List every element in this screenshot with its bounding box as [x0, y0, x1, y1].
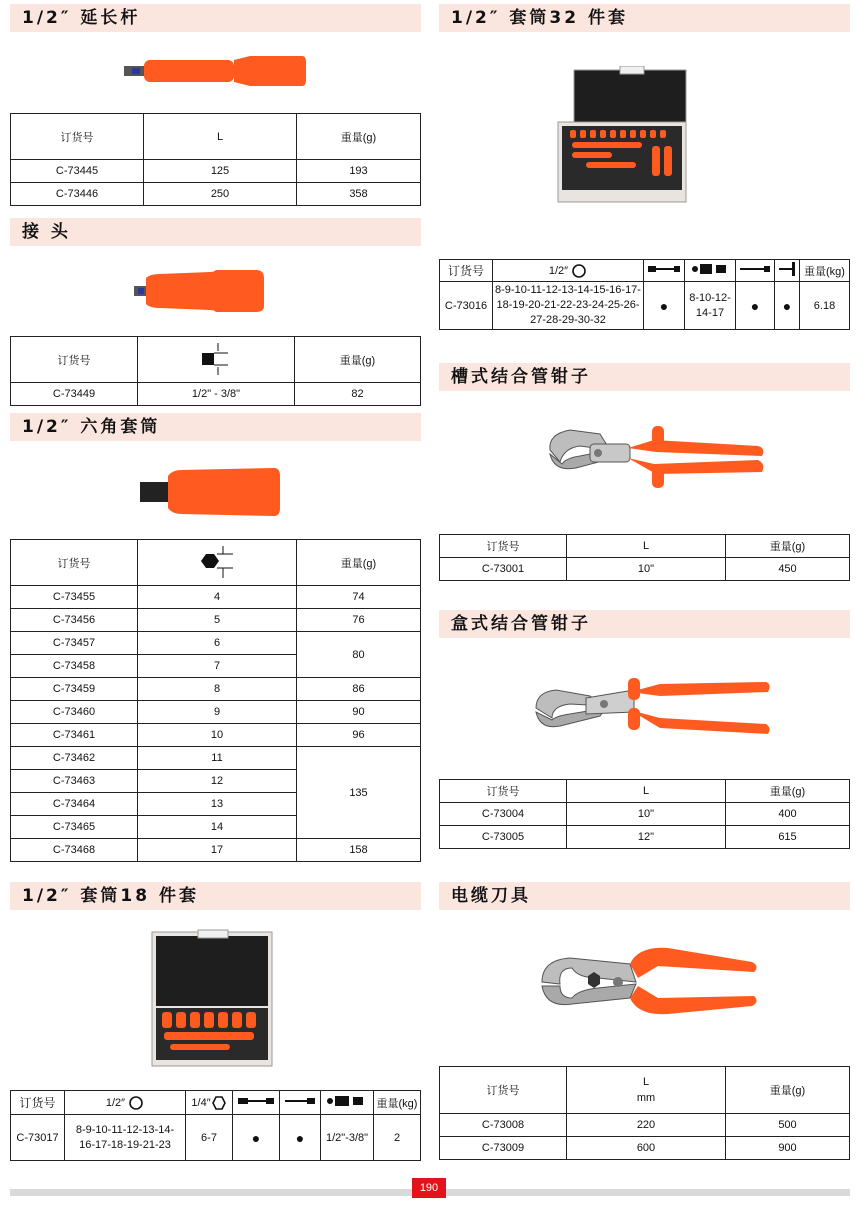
cell: 450	[726, 558, 850, 581]
cell: 2	[374, 1115, 421, 1161]
cell: 1/2" - 3/8"	[138, 383, 295, 406]
cell: 125	[144, 160, 297, 183]
col-drive-icon-header	[138, 337, 295, 383]
cell: 86	[297, 678, 421, 701]
cell: C-73458	[11, 655, 138, 678]
socket-set-18-title: 1/2″ 套筒18 件套	[10, 882, 421, 910]
ratchet-icon	[646, 263, 682, 275]
groove-pliers-image	[540, 420, 770, 496]
cell: ●	[280, 1115, 321, 1161]
cell: 76	[297, 609, 421, 632]
cell: 12	[138, 770, 297, 793]
col-half-drive	[65, 1091, 186, 1115]
cell: 220	[567, 1114, 726, 1137]
cell: 615	[726, 826, 850, 849]
col-weight: 重量(g)	[726, 535, 850, 558]
cell: C-73459	[11, 678, 138, 701]
table-row	[11, 383, 421, 406]
box-pliers-title: 盒式结合管钳子	[439, 610, 850, 638]
col-length: L	[144, 114, 297, 160]
cell: 13	[138, 793, 297, 816]
cell: ●	[644, 282, 685, 330]
cell: 90	[297, 701, 421, 724]
extension-bar-title: 1/2″ 延长杆	[10, 4, 421, 32]
cell: 6.18	[800, 282, 850, 330]
cell: C-73001	[440, 558, 567, 581]
table-row	[440, 1114, 850, 1137]
cell: C-73464	[11, 793, 138, 816]
cell: C-73465	[11, 816, 138, 839]
ring-icon	[571, 263, 587, 279]
cell: 10"	[567, 803, 726, 826]
cell: 4	[138, 586, 297, 609]
cell: 10	[138, 724, 297, 747]
col-order-no: 订货号	[440, 260, 493, 282]
half-drive-label: 1/2″	[548, 264, 569, 277]
cell: C-73446	[11, 183, 144, 206]
col-ratchet	[233, 1091, 280, 1115]
cell: C-73445	[11, 160, 144, 183]
hex-socket-table	[10, 539, 421, 862]
table-row	[11, 160, 421, 183]
table-row	[11, 701, 421, 724]
socket-set-18-table	[10, 1090, 421, 1161]
cell: 82	[295, 383, 421, 406]
col-extension	[736, 260, 775, 282]
cell: ●	[736, 282, 775, 330]
adapter-icon	[690, 263, 730, 275]
cell: 14	[138, 816, 297, 839]
col-ratchet	[644, 260, 685, 282]
cell: 5	[138, 609, 297, 632]
cell: 96	[297, 724, 421, 747]
col-length	[567, 1067, 726, 1114]
table-row	[440, 282, 850, 330]
cell: 158	[297, 839, 421, 862]
table-row	[11, 183, 421, 206]
cell: C-73461	[11, 724, 138, 747]
cell: C-73016	[440, 282, 493, 330]
col-weight: 重量(g)	[726, 1067, 850, 1114]
cell: 900	[726, 1137, 850, 1160]
cell: 74	[297, 586, 421, 609]
hex-socket-title: 1/2″ 六角套筒	[10, 413, 421, 441]
col-quarter-drive	[186, 1091, 233, 1115]
col-order-no: 订货号	[440, 535, 567, 558]
square-drive-icon	[196, 341, 236, 375]
box-pliers-image	[530, 672, 774, 744]
cell: 500	[726, 1114, 850, 1137]
table-row	[11, 586, 421, 609]
cell: 80	[297, 632, 421, 678]
ring-icon	[128, 1095, 144, 1111]
cell: C-73457	[11, 632, 138, 655]
socket-set-32-table	[439, 259, 850, 330]
cell: ●	[775, 282, 800, 330]
length-label: L	[642, 1076, 650, 1088]
box-pliers-table	[439, 779, 850, 849]
adapter-icon	[325, 1095, 369, 1107]
col-order-no: 订货号	[11, 114, 144, 160]
half-drive-label: 1/2″	[105, 1096, 126, 1109]
cell: ●	[233, 1115, 280, 1161]
col-order-no: 订货号	[440, 1067, 567, 1114]
length-unit: mm	[636, 1092, 656, 1104]
col-adapter	[321, 1091, 374, 1115]
cell: C-73455	[11, 586, 138, 609]
table-row	[11, 609, 421, 632]
col-weight: 重量(g)	[726, 780, 850, 803]
extension-bar-table	[10, 113, 421, 206]
hex-ring-icon	[211, 1095, 227, 1111]
hex-key-icon	[195, 544, 239, 578]
groove-pliers-table	[439, 534, 850, 581]
cell: C-73008	[440, 1114, 567, 1137]
cell: 6-7	[186, 1115, 233, 1161]
cell: 12"	[567, 826, 726, 849]
col-length: L	[567, 780, 726, 803]
cell: 600	[567, 1137, 726, 1160]
col-weight: 重量(kg)	[374, 1091, 421, 1115]
table-row	[440, 803, 850, 826]
col-t-handle	[775, 260, 800, 282]
table-row	[11, 678, 421, 701]
cell: C-73017	[11, 1115, 65, 1161]
cell: C-73004	[440, 803, 567, 826]
cell: C-73009	[440, 1137, 567, 1160]
cell: 8-10-12-14-17	[685, 282, 736, 330]
cable-cutter-table	[439, 1066, 850, 1160]
cell: 7	[138, 655, 297, 678]
col-extension	[280, 1091, 321, 1115]
col-adapter	[685, 260, 736, 282]
col-order-no: 订货号	[11, 337, 138, 383]
cell: 193	[297, 160, 421, 183]
table-row	[440, 558, 850, 581]
socket-set-32-title: 1/2″ 套筒32 件套	[439, 4, 850, 32]
col-weight: 重量(g)	[297, 114, 421, 160]
cell: 17	[138, 839, 297, 862]
table-row	[440, 1137, 850, 1160]
cell: 1/2"-3/8"	[321, 1115, 374, 1161]
cell: 8-9-10-11-12-13-14-16-17-18-19-21-23	[65, 1115, 186, 1161]
adapter-image	[130, 266, 270, 316]
cell: 11	[138, 747, 297, 770]
page-number: 190	[412, 1178, 446, 1198]
cell: 358	[297, 183, 421, 206]
cell: C-73449	[11, 383, 138, 406]
col-hex-icon-header	[138, 540, 297, 586]
cell: 8-9-10-11-12-13-14-15-16-17-18-19-20-21-22-23-24-25-26-27-28-29-30-32	[493, 282, 644, 330]
cable-cutter-title: 电缆刀具	[439, 882, 850, 910]
cell: 400	[726, 803, 850, 826]
table-row	[11, 1115, 421, 1161]
cell: C-73460	[11, 701, 138, 724]
col-order-no: 订货号	[11, 540, 138, 586]
cell: 135	[297, 747, 421, 839]
cell: C-73005	[440, 826, 567, 849]
cell: 9	[138, 701, 297, 724]
quarter-drive-label: 1/4″	[191, 1096, 211, 1109]
cell: 8	[138, 678, 297, 701]
col-order-no: 订货号	[11, 1091, 65, 1115]
extension-icon	[283, 1095, 317, 1107]
cell: C-73462	[11, 747, 138, 770]
cable-cutter-image	[538, 938, 764, 1022]
socket-set-32-image	[556, 66, 690, 206]
cell: C-73463	[11, 770, 138, 793]
extension-icon	[738, 263, 772, 275]
cell: 10"	[567, 558, 726, 581]
table-row	[11, 632, 421, 655]
groove-pliers-title: 槽式结合管钳子	[439, 363, 850, 391]
t-handle-icon	[777, 261, 797, 277]
adapter-table	[10, 336, 421, 406]
col-weight: 重量(kg)	[800, 260, 850, 282]
hex-socket-image	[138, 464, 284, 520]
cell: 6	[138, 632, 297, 655]
cell: C-73468	[11, 839, 138, 862]
cell: 250	[144, 183, 297, 206]
socket-set-18-image	[150, 928, 274, 1068]
table-row	[11, 839, 421, 862]
ratchet-icon	[236, 1095, 276, 1107]
table-row	[440, 826, 850, 849]
table-row	[11, 724, 421, 747]
extension-bar-image	[110, 50, 310, 92]
table-row	[11, 747, 421, 770]
cell: C-73456	[11, 609, 138, 632]
col-order-no: 订货号	[440, 780, 567, 803]
adapter-title: 接 头	[10, 218, 421, 246]
col-length: L	[567, 535, 726, 558]
col-weight: 重量(g)	[295, 337, 421, 383]
col-weight: 重量(g)	[297, 540, 421, 586]
col-half-drive	[493, 260, 644, 282]
